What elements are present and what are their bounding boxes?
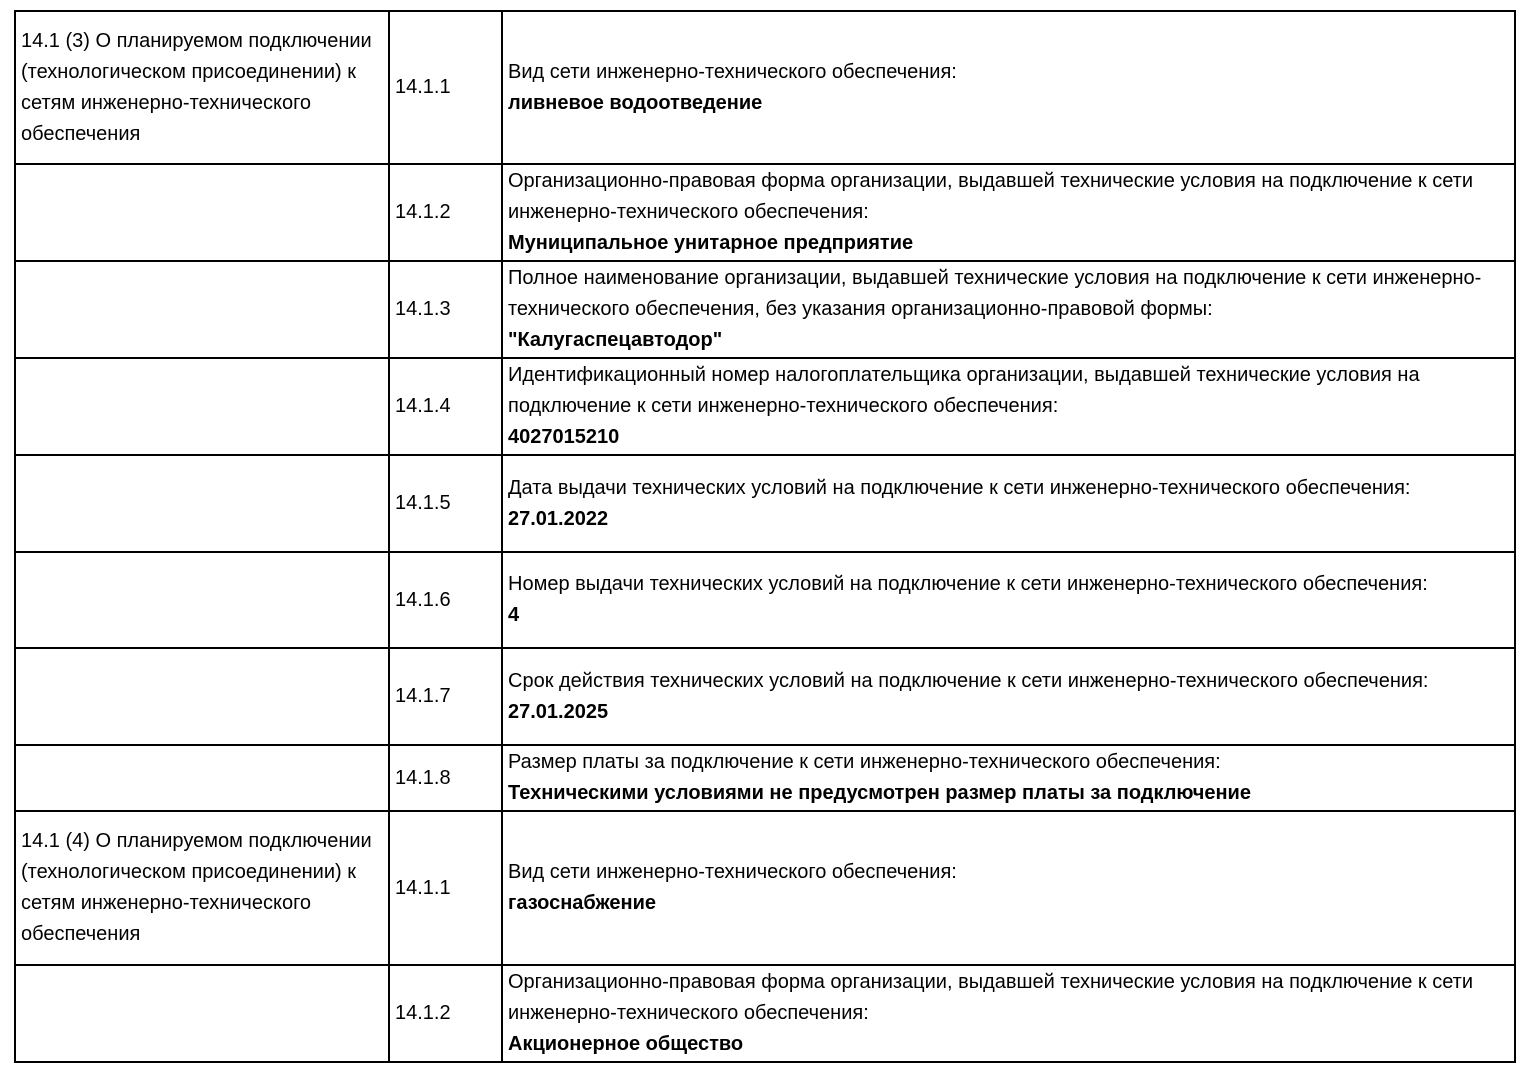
field-label: Полное наименование организации, выдавшей технические условия на подключение к сети инженерно-технического обеспечения, без указания организационно-правовой формы: xyxy=(508,267,1482,320)
row-code: 14.1.3 xyxy=(389,261,502,358)
table-row xyxy=(15,455,1515,552)
table-row xyxy=(15,261,1515,358)
row-code: 14.1.6 xyxy=(389,552,502,648)
row-content xyxy=(502,261,1515,358)
row-content xyxy=(502,164,1515,261)
field-value: ливневое водоотведение xyxy=(508,91,763,114)
table-row xyxy=(15,965,1515,1062)
table-row xyxy=(15,648,1515,745)
section-title xyxy=(15,164,389,261)
row-content xyxy=(502,965,1515,1062)
section-title: 14.1 (3) О планируемом подключении (технологическом присоединении) к сетям инженерно-технического обеспечения xyxy=(15,11,389,164)
section-title xyxy=(15,745,389,811)
row-content xyxy=(502,455,1515,552)
section-title xyxy=(15,455,389,552)
section-title xyxy=(15,261,389,358)
table-row xyxy=(15,164,1515,261)
section-title xyxy=(15,552,389,648)
row-content xyxy=(502,745,1515,811)
field-label: Размер платы за подключение к сети инженерно-технического обеспечения: xyxy=(508,751,1221,773)
row-code: 14.1.8 xyxy=(389,745,502,811)
row-code: 14.1.7 xyxy=(389,648,502,745)
field-value: 4027015210 xyxy=(508,426,620,448)
row-code: 14.1.4 xyxy=(389,358,502,455)
section-title xyxy=(15,358,389,455)
row-content xyxy=(502,811,1515,965)
section-title xyxy=(15,965,389,1062)
field-label: Вид сети инженерно-технического обеспечения: xyxy=(508,861,957,883)
field-label: Организационно-правовая форма организации, выдавшей технические условия на подключение к сети инженерно-технического обеспечения: xyxy=(508,971,1473,1024)
field-value: "Калугаспецавтодор" xyxy=(508,329,723,351)
row-code: 14.1.2 xyxy=(389,164,502,261)
field-value: газоснабжение xyxy=(508,892,657,914)
field-value: Техническими условиями не предусмотрен размер платы за подключение xyxy=(508,782,1251,804)
row-content xyxy=(502,648,1515,745)
section-title: 14.1 (4) О планируемом подключении (технологическом присоединении) к сетям инженерно-технического обеспечения xyxy=(15,811,389,965)
field-label: Номер выдачи технических условий на подключение к сети инженерно-технического обеспечения: xyxy=(508,573,1428,595)
field-label: Организационно-правовая форма организации, выдавшей технические условия на подключение к сети инженерно-технического обеспечения: xyxy=(508,170,1473,223)
table-row xyxy=(15,552,1515,648)
row-code: 14.1.5 xyxy=(389,455,502,552)
row-content xyxy=(502,552,1515,648)
field-value: 4 xyxy=(508,604,520,626)
row-code: 14.1.1 xyxy=(389,11,502,164)
table-row xyxy=(15,11,1515,164)
section-title xyxy=(15,648,389,745)
field-label: Идентификационный номер налогоплательщика организации, выдавшей технические условия на подключение к сети инженерно-технического обеспечения: xyxy=(508,364,1420,417)
field-label: Срок действия технических условий на подключение к сети инженерно-технического обеспечения: xyxy=(508,669,1429,692)
table-row xyxy=(15,811,1515,965)
table-row xyxy=(15,745,1515,811)
field-value: 27.01.2025 xyxy=(508,700,609,723)
declaration-table xyxy=(14,10,1516,1063)
field-label: Дата выдачи технических условий на подключение к сети инженерно-технического обеспечения: xyxy=(508,476,1411,499)
row-content xyxy=(502,358,1515,455)
table-row xyxy=(15,358,1515,455)
field-value: 27.01.2022 xyxy=(508,507,609,530)
row-code: 14.1.2 xyxy=(389,965,502,1062)
field-value: Муниципальное унитарное предприятие xyxy=(508,232,914,254)
field-value: Акционерное общество xyxy=(508,1033,744,1055)
row-content xyxy=(502,11,1515,164)
field-label: Вид сети инженерно-технического обеспечения: xyxy=(508,60,957,83)
row-code: 14.1.1 xyxy=(389,811,502,965)
